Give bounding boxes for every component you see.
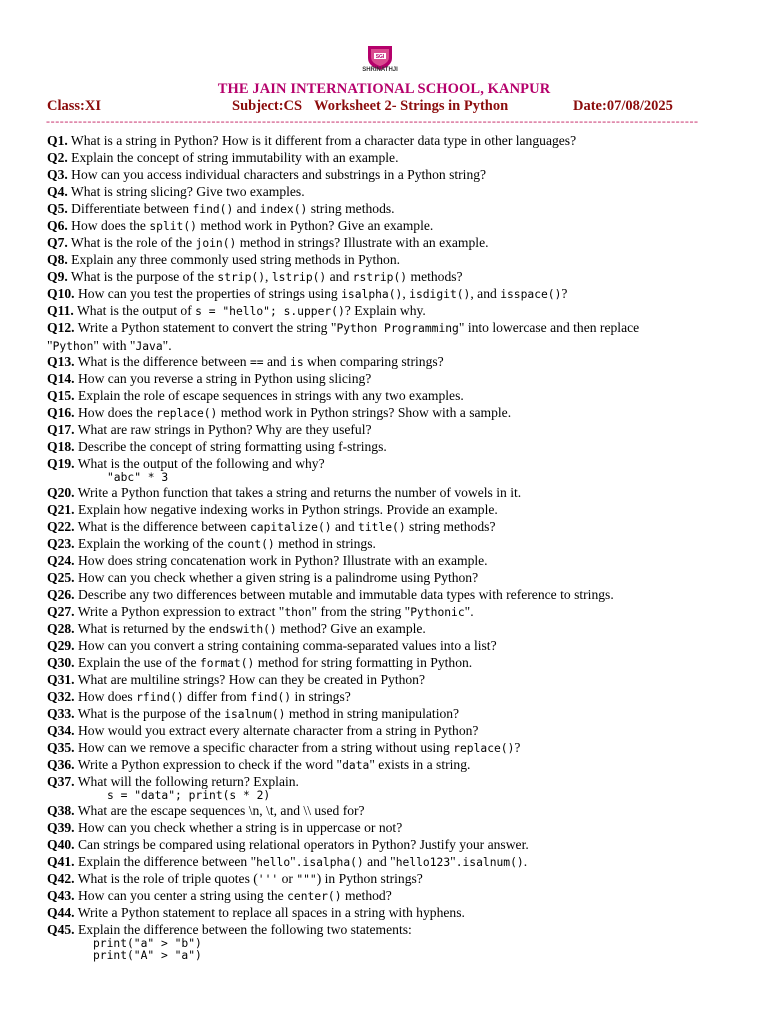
question-32 — [47, 688, 747, 705]
question-text: Write a Python statement to replace all spaces in a string with hyphens. — [74, 905, 465, 920]
question-text: Write a Python expression to check if the word "data" exists in a string. — [74, 757, 471, 772]
question-text: Explain the role of escape sequences in strings with any two examples. — [74, 388, 464, 403]
question-number: Q23. — [47, 536, 75, 551]
question-number: Q16. — [47, 405, 75, 420]
question-number: Q26. — [47, 587, 75, 602]
question-number: Q7. — [47, 235, 68, 250]
question-42 — [47, 870, 747, 887]
header-divider: ---------------------------------------------------------------------------------------------------------------------------------------------- — [46, 115, 699, 127]
question-16 — [47, 404, 747, 421]
question-number: Q34. — [47, 723, 75, 738]
question-number: Q3. — [47, 167, 68, 182]
question-number: Q33. — [47, 706, 75, 721]
question-text: How can you convert a string containing comma-separated values into a list? — [74, 638, 497, 653]
class-label: Class:XI — [47, 98, 101, 114]
question-number: Q36. — [47, 757, 75, 772]
question-text: Explain how negative indexing works in Python strings. Provide an example. — [74, 502, 498, 517]
question-text: What are multiline strings? How can they be created in Python? — [74, 672, 426, 687]
question-text: Describe the concept of string formatting using f-strings. — [74, 439, 387, 454]
question-45 — [47, 921, 747, 938]
code-snippet: print("A" > "a") — [93, 949, 202, 962]
subject-label: Subject:CS — [232, 98, 303, 114]
question-2 — [47, 149, 747, 166]
question-number: Q4. — [47, 184, 68, 199]
question-number: Q21. — [47, 502, 75, 517]
question-11 — [47, 302, 747, 319]
question-text: How does string concatenation work in Python? Illustrate with an example. — [74, 553, 488, 568]
question-text: How can we remove a specific character from a string without using replace()? — [74, 740, 521, 755]
question-number: Q8. — [47, 252, 68, 267]
question-number: Q10. — [47, 286, 75, 301]
question-44 — [47, 904, 747, 921]
question-20 — [47, 484, 747, 501]
question-14 — [47, 370, 747, 387]
question-number: Q37. — [47, 774, 75, 789]
question-text: How does the replace() method work in Python strings? Show with a sample. — [74, 405, 512, 420]
question-25 — [47, 569, 747, 586]
question-40 — [47, 836, 747, 853]
question-text: What is the difference between capitalize() and title() string methods? — [74, 519, 496, 534]
question-number: Q6. — [47, 218, 68, 233]
question-33 — [47, 705, 747, 722]
question-26 — [47, 586, 747, 603]
question-text: How can you check whether a string is in uppercase or not? — [74, 820, 403, 835]
question-text: What is the purpose of the isalnum() method in string manipulation? — [74, 706, 460, 721]
question-number: Q5. — [47, 201, 68, 216]
question-number: Q31. — [47, 672, 75, 687]
question-38 — [47, 802, 747, 819]
question-number: Q39. — [47, 820, 75, 835]
question-number: Q24. — [47, 553, 75, 568]
question-text: How does rfind() differ from find() in strings? — [74, 689, 351, 704]
question-28 — [47, 620, 747, 637]
question-number: Q28. — [47, 621, 75, 636]
question-text: What is returned by the endswith() method? Give an example. — [74, 621, 426, 636]
question-number: Q19. — [47, 456, 75, 471]
question-number: Q42. — [47, 871, 75, 886]
svg-text:SGI: SGI — [375, 54, 385, 60]
worksheet-title: Worksheet 2- Strings in Python — [314, 98, 509, 114]
question-number: Q27. — [47, 604, 75, 619]
question-number: Q29. — [47, 638, 75, 653]
question-text: Explain the concept of string immutability with an example. — [67, 150, 399, 165]
question-text: How can you center a string using the center() method? — [74, 888, 392, 903]
question-text: What is a string in Python? How is it different from a character data type in other languages? — [67, 133, 577, 148]
question-17 — [47, 421, 747, 438]
question-13 — [47, 353, 747, 370]
question-number: Q41. — [47, 854, 75, 869]
question-34 — [47, 722, 747, 739]
question-number: Q35. — [47, 740, 75, 755]
question-27 — [47, 603, 747, 620]
question-21 — [47, 501, 747, 518]
question-6 — [47, 217, 747, 234]
question-text: How can you access individual characters and substrings in a Python string? — [67, 167, 487, 182]
question-number: Q15. — [47, 388, 75, 403]
question-24 — [47, 552, 747, 569]
question-41 — [47, 853, 747, 870]
question-text: What is the role of triple quotes (''' or """) in Python strings? — [74, 871, 423, 886]
question-3 — [47, 166, 747, 183]
question-text: Write a Python expression to extract "thon" from the string "Pythonic". — [74, 604, 474, 619]
question-43 — [47, 887, 747, 904]
question-text: Describe any two differences between mutable and immutable data types with reference to strings. — [74, 587, 614, 602]
question-text: Explain the difference between the following two statements: — [74, 922, 412, 937]
question-23 — [47, 535, 747, 552]
question-29 — [47, 637, 747, 654]
question-number: Q9. — [47, 269, 68, 284]
question-text: How does the split() method work in Python? Give an example. — [67, 218, 434, 233]
school-name: THE JAIN INTERNATIONAL SCHOOL, KANPUR — [217, 81, 551, 97]
question-36 — [47, 756, 747, 773]
question-number: Q38. — [47, 803, 75, 818]
question-text: Write a Python function that takes a string and returns the number of vowels in it. — [74, 485, 522, 500]
question-text: Explain the use of the format() method for string formatting in Python. — [74, 655, 473, 670]
question-text: Explain any three commonly used string methods in Python. — [67, 252, 401, 267]
question-35 — [47, 739, 747, 756]
question-number: Q17. — [47, 422, 75, 437]
question-text: How would you extract every alternate character from a string in Python? — [74, 723, 479, 738]
question-number: Q44. — [47, 905, 75, 920]
question-list — [47, 132, 747, 962]
question-text: Explain the difference between "hello".isalpha() and "hello123".isalnum(). — [74, 854, 528, 869]
question-number: Q11. — [47, 303, 74, 318]
question-7 — [47, 234, 747, 251]
question-number: Q14. — [47, 371, 75, 386]
question-5 — [47, 200, 747, 217]
code-snippet: s = "data"; print(s * 2) — [107, 789, 271, 802]
question-number: Q12. — [47, 320, 75, 335]
question-number: Q13. — [47, 354, 75, 369]
question-text: How can you check whether a given string is a palindrome using Python? — [74, 570, 479, 585]
question-text: What is the output of the following and why? — [74, 456, 325, 471]
question-number: Q43. — [47, 888, 75, 903]
question-text: How can you reverse a string in Python using slicing? — [74, 371, 372, 386]
question-4 — [47, 183, 747, 200]
question-18 — [47, 438, 747, 455]
date-label: Date:07/08/2025 — [573, 98, 673, 114]
question-19 — [47, 455, 747, 472]
question-1 — [47, 132, 747, 149]
question-text: What is the output of s = "hello"; s.upper()? Explain why. — [73, 303, 426, 318]
question-31 — [47, 671, 747, 688]
code-snippet: print("a" > "b") — [93, 937, 202, 950]
question-text: How can you test the properties of strings using isalpha(), isdigit(), and isspace()? — [74, 286, 568, 301]
question-12 — [47, 319, 687, 353]
question-number: Q45. — [47, 922, 75, 937]
logo-text: SHRINATHJI — [362, 67, 398, 73]
question-text: What are raw strings in Python? Why are they useful? — [74, 422, 372, 437]
question-number: Q1. — [47, 133, 68, 148]
code-snippet: "abc" * 3 — [107, 471, 169, 484]
question-9 — [47, 268, 747, 285]
school-logo — [356, 44, 404, 80]
question-text: What is the difference between == and is when comparing strings? — [74, 354, 444, 369]
question-8 — [47, 251, 747, 268]
question-10 — [47, 285, 747, 302]
question-15 — [47, 387, 747, 404]
question-text: What are the escape sequences \n, \t, and \\ used for? — [74, 803, 365, 818]
question-text: What will the following return? Explain. — [74, 774, 299, 789]
question-number: Q2. — [47, 150, 68, 165]
question-37 — [47, 773, 747, 790]
question-text: Differentiate between find() and index() string methods. — [67, 201, 395, 216]
question-number: Q40. — [47, 837, 75, 852]
question-text: What is the role of the join() method in strings? Illustrate with an example. — [67, 235, 489, 250]
question-30 — [47, 654, 747, 671]
question-39 — [47, 819, 747, 836]
question-text: Explain the working of the count() method in strings. — [74, 536, 376, 551]
question-number: Q20. — [47, 485, 75, 500]
question-number: Q32. — [47, 689, 75, 704]
question-number: Q22. — [47, 519, 75, 534]
question-text: What is string slicing? Give two examples. — [67, 184, 305, 199]
question-text: Can strings be compared using relational operators in Python? Justify your answer. — [74, 837, 529, 852]
question-number: Q25. — [47, 570, 75, 585]
question-number: Q30. — [47, 655, 75, 670]
question-number: Q18. — [47, 439, 75, 454]
question-text: Write a Python statement to convert the string "Python Programming" into lowercase and then replace "Python" with "Java". — [47, 320, 640, 353]
question-22 — [47, 518, 747, 535]
question-text: What is the purpose of the strip(), lstrip() and rstrip() methods? — [67, 269, 463, 284]
